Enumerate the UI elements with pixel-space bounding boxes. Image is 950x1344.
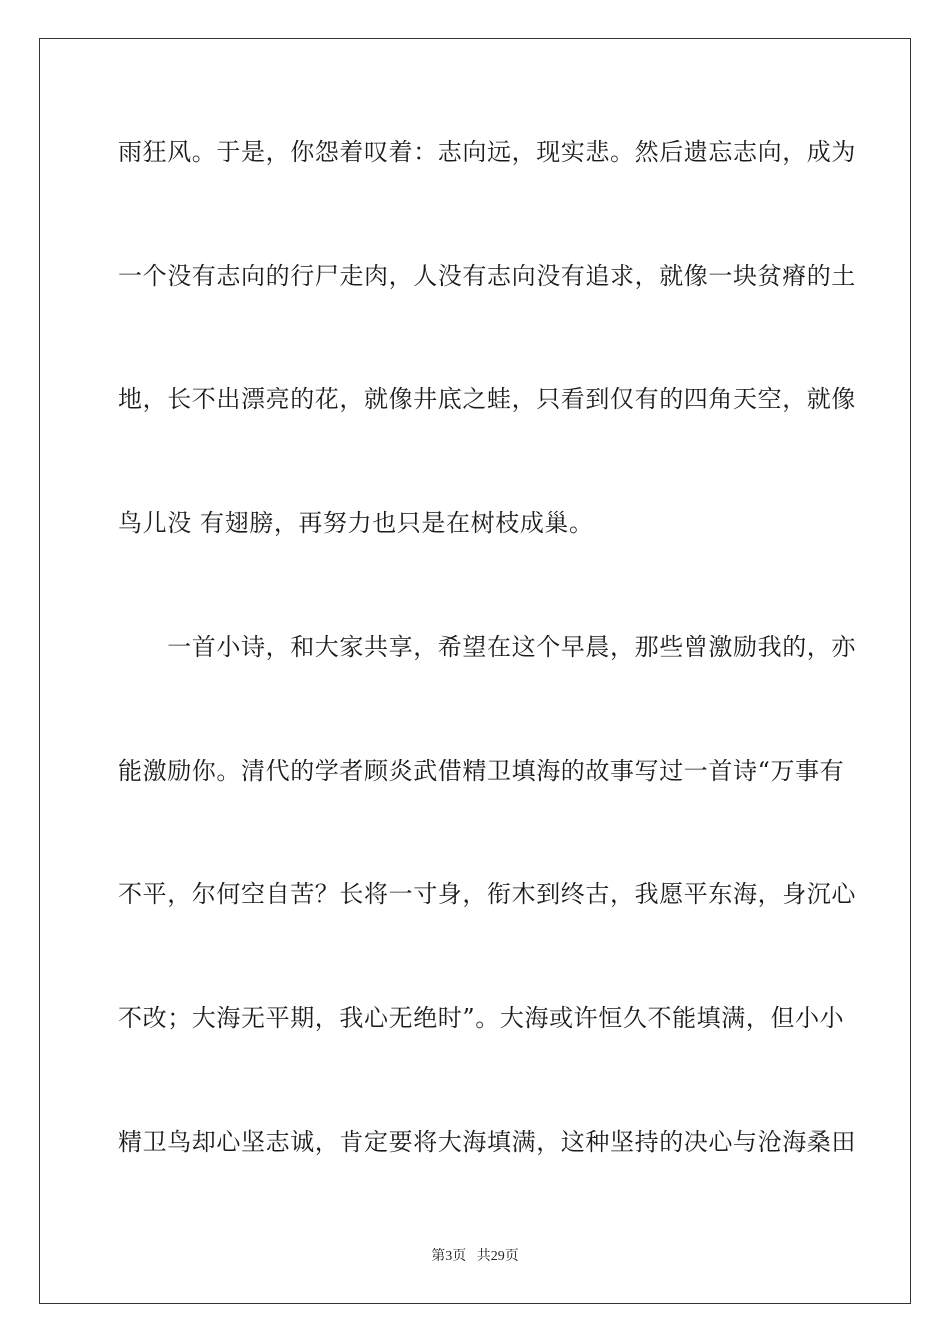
total-pages: 共29页 xyxy=(476,1249,519,1264)
page-frame xyxy=(39,38,911,1304)
text-line: 能激励你。清代的学者顾炎武借精卫填海的故事写过一首诗“万事有 xyxy=(118,757,845,785)
page-footer xyxy=(0,1248,950,1266)
text-line: 不改；大海无平期，我心无绝时”。大海或许恒久不能填满，但小小 xyxy=(118,1004,845,1032)
text-line: 一首小诗，和大家共享，希望在这个早晨，那些曾激励我的，亦 xyxy=(118,633,856,661)
text-line: 一个没有志向的行尸走肉，人没有志向没有追求，就像一块贫瘠的土 xyxy=(118,262,856,290)
text-line: 鸟儿没 有翅膀，再努力也只是在树枝成巢。 xyxy=(118,509,594,537)
text-line: 雨狂风。于是，你怨着叹着：志向远，现实悲。然后遗忘志向，成为 xyxy=(118,138,856,166)
text-line: 精卫鸟却心坚志诚，肯定要将大海填满，这种坚持的决心与沧海桑田 xyxy=(118,1128,856,1156)
page-number: 第3页 xyxy=(431,1249,467,1264)
text-line: 地，长不出漂亮的花，就像井底之蛙，只看到仅有的四角天空，就像 xyxy=(118,385,856,413)
text-line: 不平，尔何空自苦？长将一寸身，衔木到终古，我愿平东海，身沉心 xyxy=(118,880,856,908)
